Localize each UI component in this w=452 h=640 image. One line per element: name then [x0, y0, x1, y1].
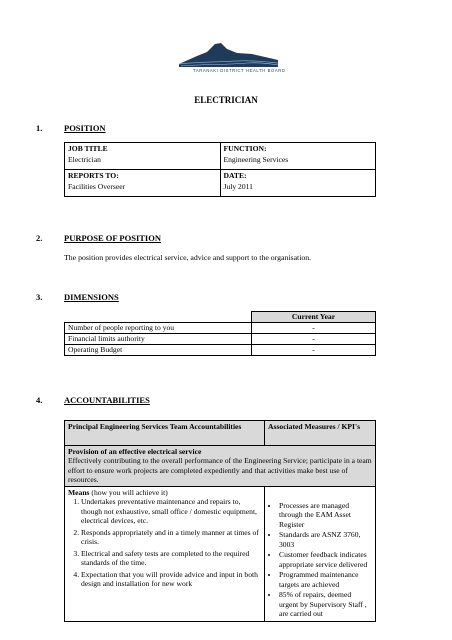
means-label: Means	[68, 487, 90, 497]
section-3-title: DIMENSIONS	[64, 292, 119, 302]
section-3-number: 3.	[36, 292, 43, 302]
document-title: ELECTRICIAN	[194, 95, 258, 105]
dimension-value: -	[252, 334, 376, 345]
section-1-number: 1.	[36, 123, 43, 133]
reports-to-label: REPORTS TO:	[68, 171, 119, 180]
dimensions-corner	[65, 312, 252, 323]
section-2-number: 2.	[36, 233, 43, 243]
date-label: DATE:	[223, 171, 247, 180]
list-item: 3. Electrical and safety tests are completed to the required standards of the time.	[81, 549, 261, 568]
job-title-value: Electrician	[68, 155, 101, 165]
accountabilities-table	[64, 420, 376, 622]
table-row	[65, 334, 376, 345]
table-row	[65, 323, 376, 334]
dimension-label: Financial limits authority	[65, 334, 252, 345]
list-item: 2. Responds appropriately and in a timely manner at times of crisis.	[81, 528, 261, 547]
logo-text: TARANAKI DISTRICT HEALTH BOARD	[193, 68, 286, 73]
list-item: • Programmed maintenance targets are achieved	[279, 570, 372, 589]
job-title-label: JOB TITLE	[68, 144, 108, 153]
means-hint: (how you will achieve it)	[89, 487, 168, 497]
date-cell	[220, 170, 376, 197]
measures-cell	[265, 486, 376, 621]
provision-cell	[65, 446, 376, 487]
dimensions-table	[64, 311, 376, 356]
purpose-text: The position provides electrical service, advice and support to the organisation.	[64, 253, 312, 262]
section-2-title: PURPOSE OF POSITION	[64, 233, 161, 243]
function-value: Engineering Services	[223, 155, 289, 165]
dimension-value: -	[252, 323, 376, 334]
measures-list	[268, 501, 372, 619]
section-4-title: ACCOUNTABILITIES	[64, 395, 150, 405]
means-list	[68, 497, 261, 588]
accountabilities-header: Principal Engineering Services Team Accountabilities	[65, 421, 265, 446]
list-item: 1. Undertakes preventative maintenance and repairs to, though not exhaustive, small office / domestic equipment, electrical devices, etc.	[81, 497, 261, 525]
list-item: 4. Expectation that you will provide advice and input in both design and installation for new work	[81, 570, 261, 589]
dimension-label: Number of people reporting to you	[65, 323, 252, 334]
job-title-cell	[65, 143, 221, 170]
date-value: July 2011	[223, 182, 253, 192]
provision-text: Effectively contributing to the overall performance of the Engineering Service; participate in a team effort to ensure work projects are completed expediently and that activities make best use of resources.	[68, 456, 372, 485]
reports-to-value: Facilities Overseer	[68, 182, 126, 192]
tdhb-logo	[177, 40, 286, 76]
reports-to-cell	[65, 170, 221, 197]
section-1-title: POSITION	[64, 123, 106, 133]
list-item: • Customer feedback indicates appropriate service delivered	[279, 550, 372, 569]
list-item: • Processes are managed through the EAM Asset Register	[279, 501, 372, 529]
provision-title: Provision of an effective electrical service	[68, 447, 202, 456]
table-row	[65, 345, 376, 356]
function-label: FUNCTION:	[223, 144, 267, 153]
current-year-header: Current Year	[252, 312, 376, 323]
list-item: • 85% of repairs, deemed urgent by Supervisory Staff , are carried out	[279, 590, 372, 618]
dimension-label: Operating Budget	[65, 345, 252, 356]
position-table	[64, 142, 376, 197]
function-cell	[220, 143, 376, 170]
means-cell	[65, 486, 265, 621]
measures-header: Associated Measures / KPI's	[265, 421, 376, 446]
dimension-value: -	[252, 345, 376, 356]
mountain-logo-icon	[177, 40, 280, 68]
section-4-number: 4.	[36, 395, 43, 405]
list-item: • Standards are ASNZ 3760, 3003	[279, 530, 372, 549]
